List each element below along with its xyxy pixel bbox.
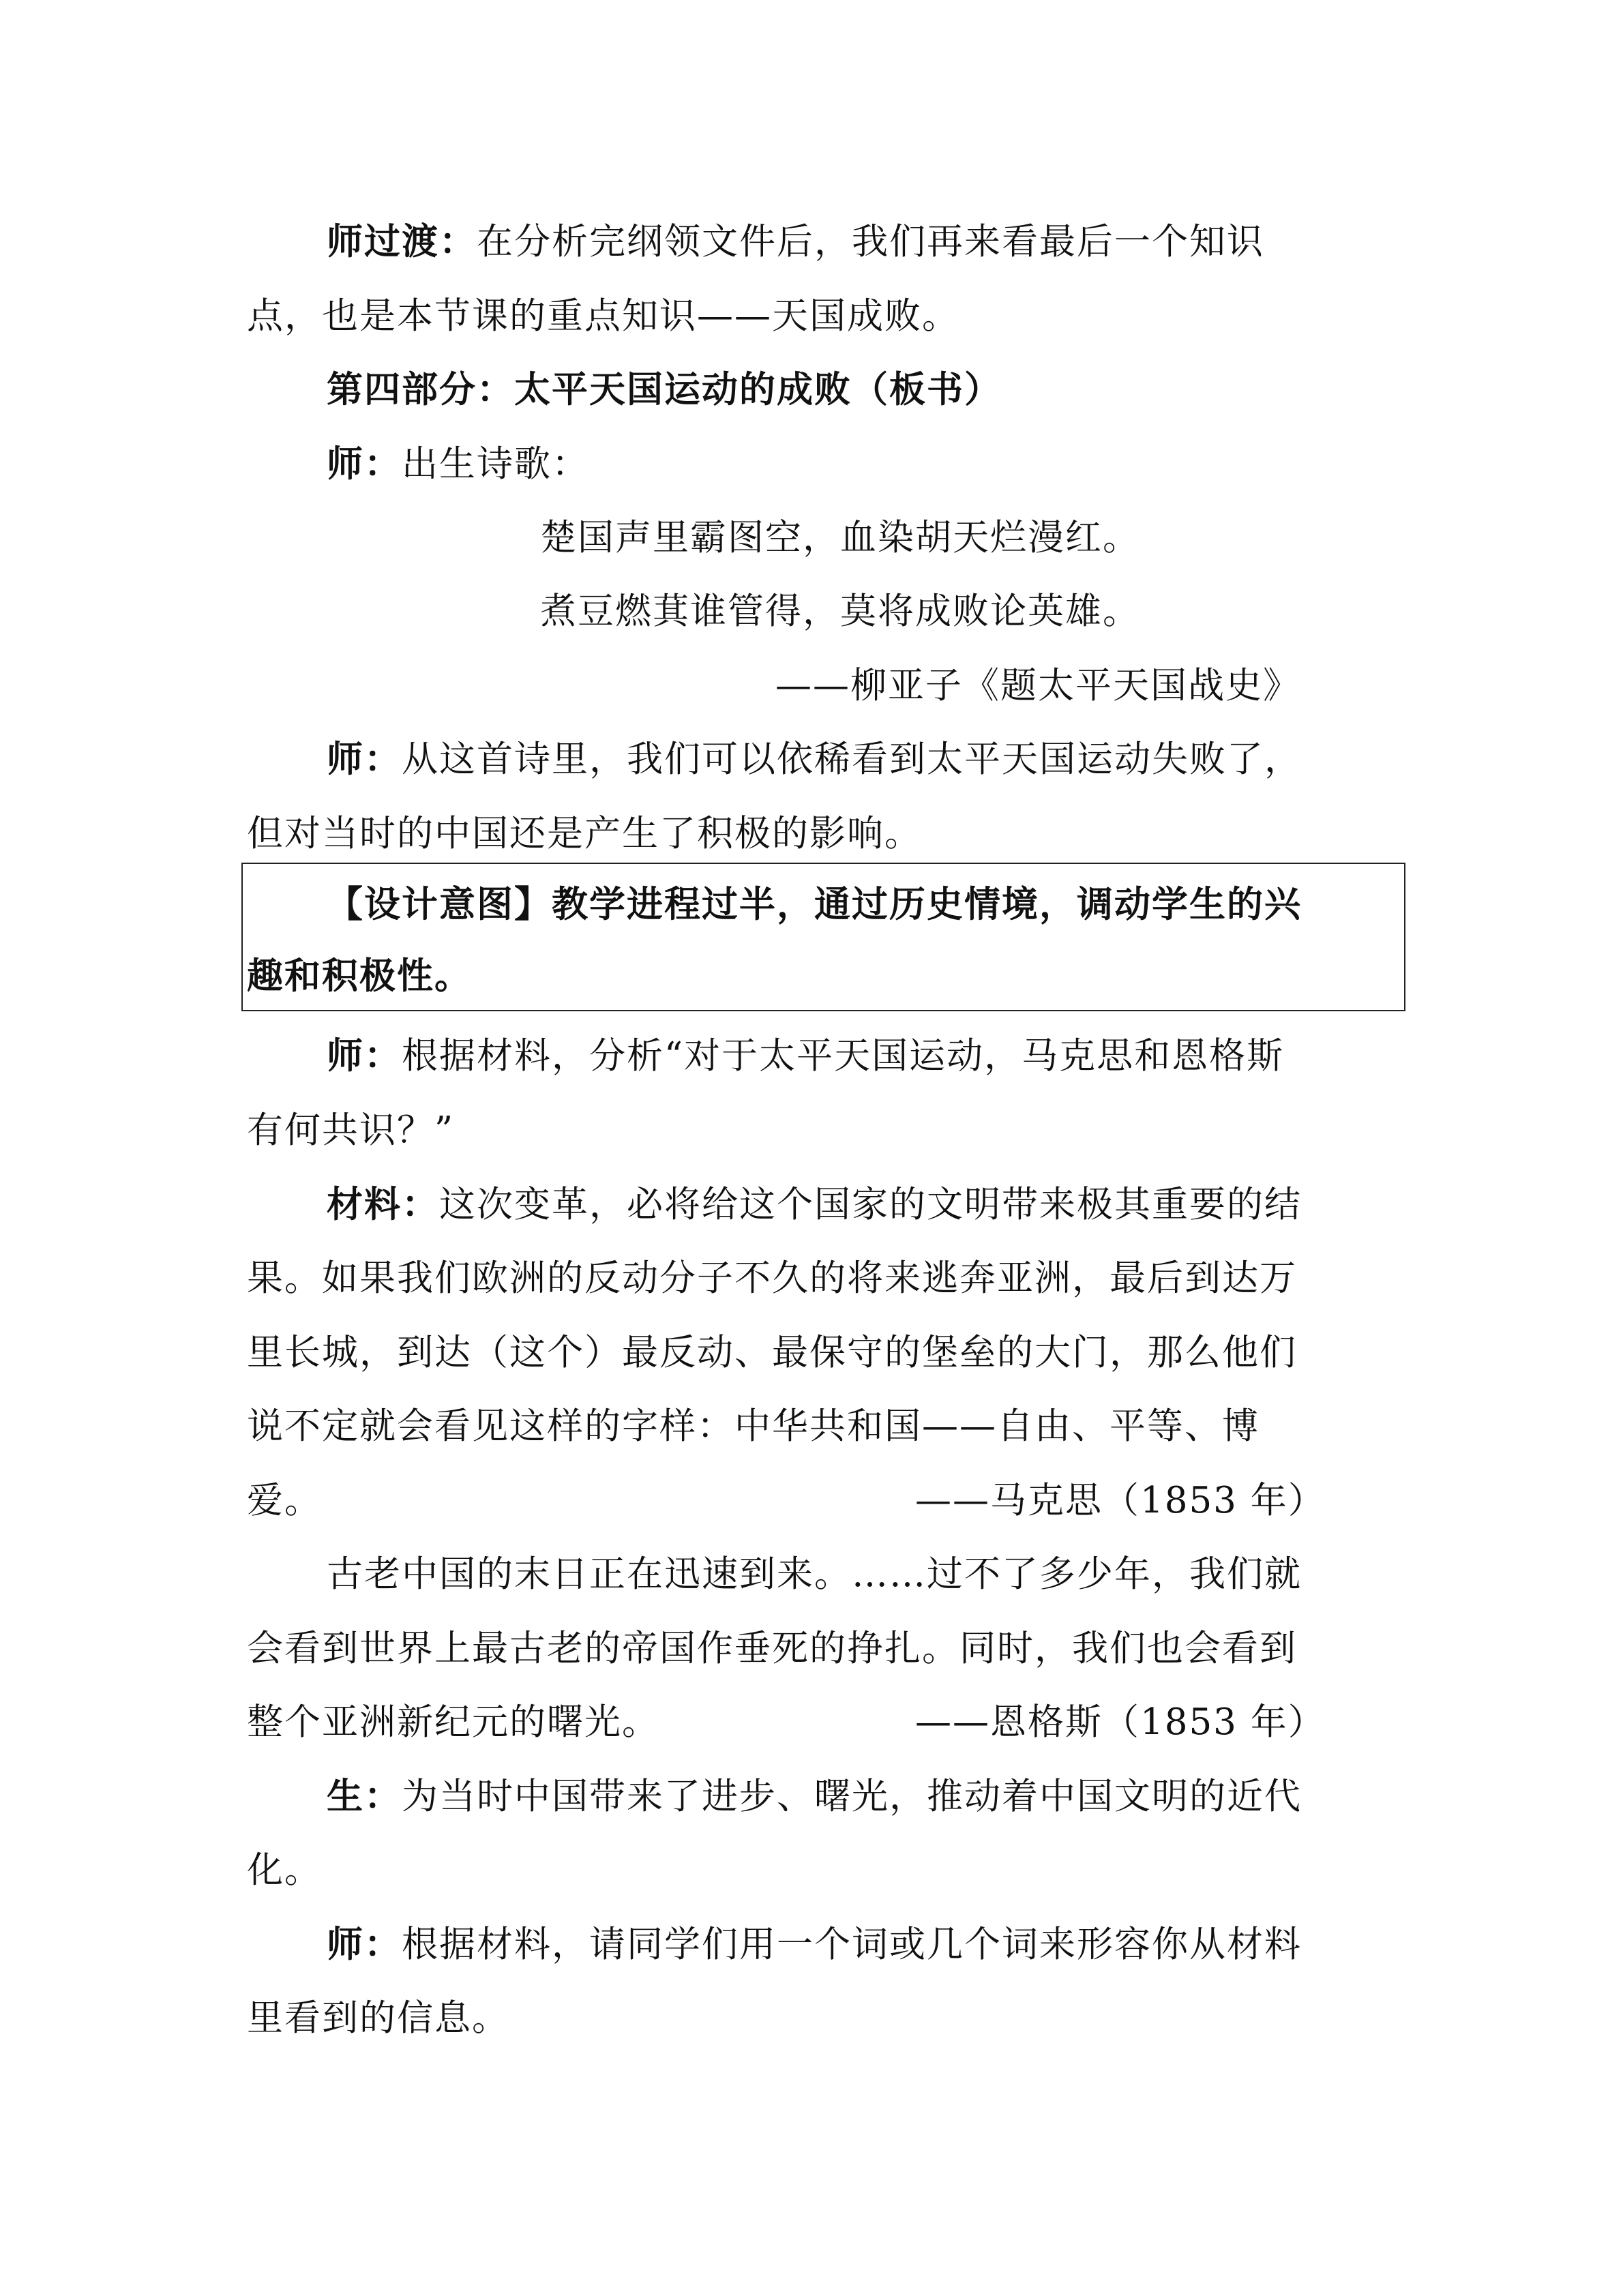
speaker-label: 师过渡： [327,220,477,263]
paragraph-line: 说不定就会看见这样的字样：中华共和国——自由、平等、博 [247,1405,1260,1447]
teacher-line [327,1923,1302,1965]
speaker-label: 生： [327,1775,402,1817]
paragraph-text: 根据材料，请同学们用一个词或几个词来形容你从材料 [402,1924,1302,1965]
paragraph-text: 出生诗歌： [402,443,589,485]
marx-source: ——马克思（1853 年） [915,1480,1326,1521]
paragraph-text: 在分析完纲领文件后，我们再来看最后一个知识 [477,221,1264,263]
design-intent-line-2: 趣和积极性。 [247,955,472,997]
paragraph-text: 从这首诗里，我们可以依稀看到太平天国运动失败了， [402,739,1302,780]
material-line [327,1183,1302,1225]
speaker-label: 师： [327,1923,402,1965]
speaker-label: 师： [327,443,402,485]
paragraph-line: 整个亚洲新纪元的曙光。 [247,1701,659,1743]
paragraph-line: 爱。 [247,1480,322,1521]
paragraph-transition [327,220,1264,263]
student-line [327,1775,1302,1817]
teacher-line [327,443,589,485]
poem-line-1: 楚国声里霸图空，血染胡天烂漫红。 [540,517,1140,558]
speaker-label: 师： [327,738,402,780]
paragraph-line: 化。 [247,1849,322,1891]
poem-source: ——柳亚子《题太平天国战史》 [775,665,1300,706]
paragraph-text: 根据材料，分析“对于太平天国运动，马克思和恩格斯 [402,1035,1285,1077]
paragraph-line: 有何共识？” [247,1109,455,1151]
section-heading: 第四部分：太平天国运动的成败（板书） [327,368,1002,411]
paragraph-line: 里长城，到达（这个）最反动、最保守的堡垒的大门，那么他们 [247,1332,1297,1373]
paragraph-line: 但对当时的中国还是产生了积极的影响。 [247,813,922,854]
teacher-line [327,738,1302,780]
material-label: 材料： [327,1183,439,1225]
paragraph-line: 古老中国的末日正在迅速到来。……过不了多少年，我们就 [327,1553,1302,1595]
paragraph-text: 这次变革，必将给这个国家的文明带来极其重要的结 [439,1184,1302,1225]
design-intent-line-1: 【设计意图】教学进程过半，通过历史情境，调动学生的兴 [327,883,1302,925]
poem-line-2: 煮豆燃萁谁管得，莫将成败论英雄。 [540,591,1140,632]
paragraph-text: 为当时中国带来了进步、曙光，推动着中国文明的近代 [402,1776,1302,1817]
speaker-label: 师： [327,1034,402,1077]
paragraph-line: 点，也是本节课的重点知识——天国成败。 [247,295,959,337]
engels-source: ——恩格斯（1853 年） [915,1701,1326,1743]
paragraph-line: 会看到世界上最古老的帝国作垂死的挣扎。同时，我们也会看到 [247,1628,1297,1669]
paragraph-line: 里看到的信息。 [247,1997,509,2039]
teacher-line [327,1034,1285,1077]
paragraph-line: 果。如果我们欧洲的反动分子不久的将来逃奔亚洲，最后到达万 [247,1257,1297,1299]
